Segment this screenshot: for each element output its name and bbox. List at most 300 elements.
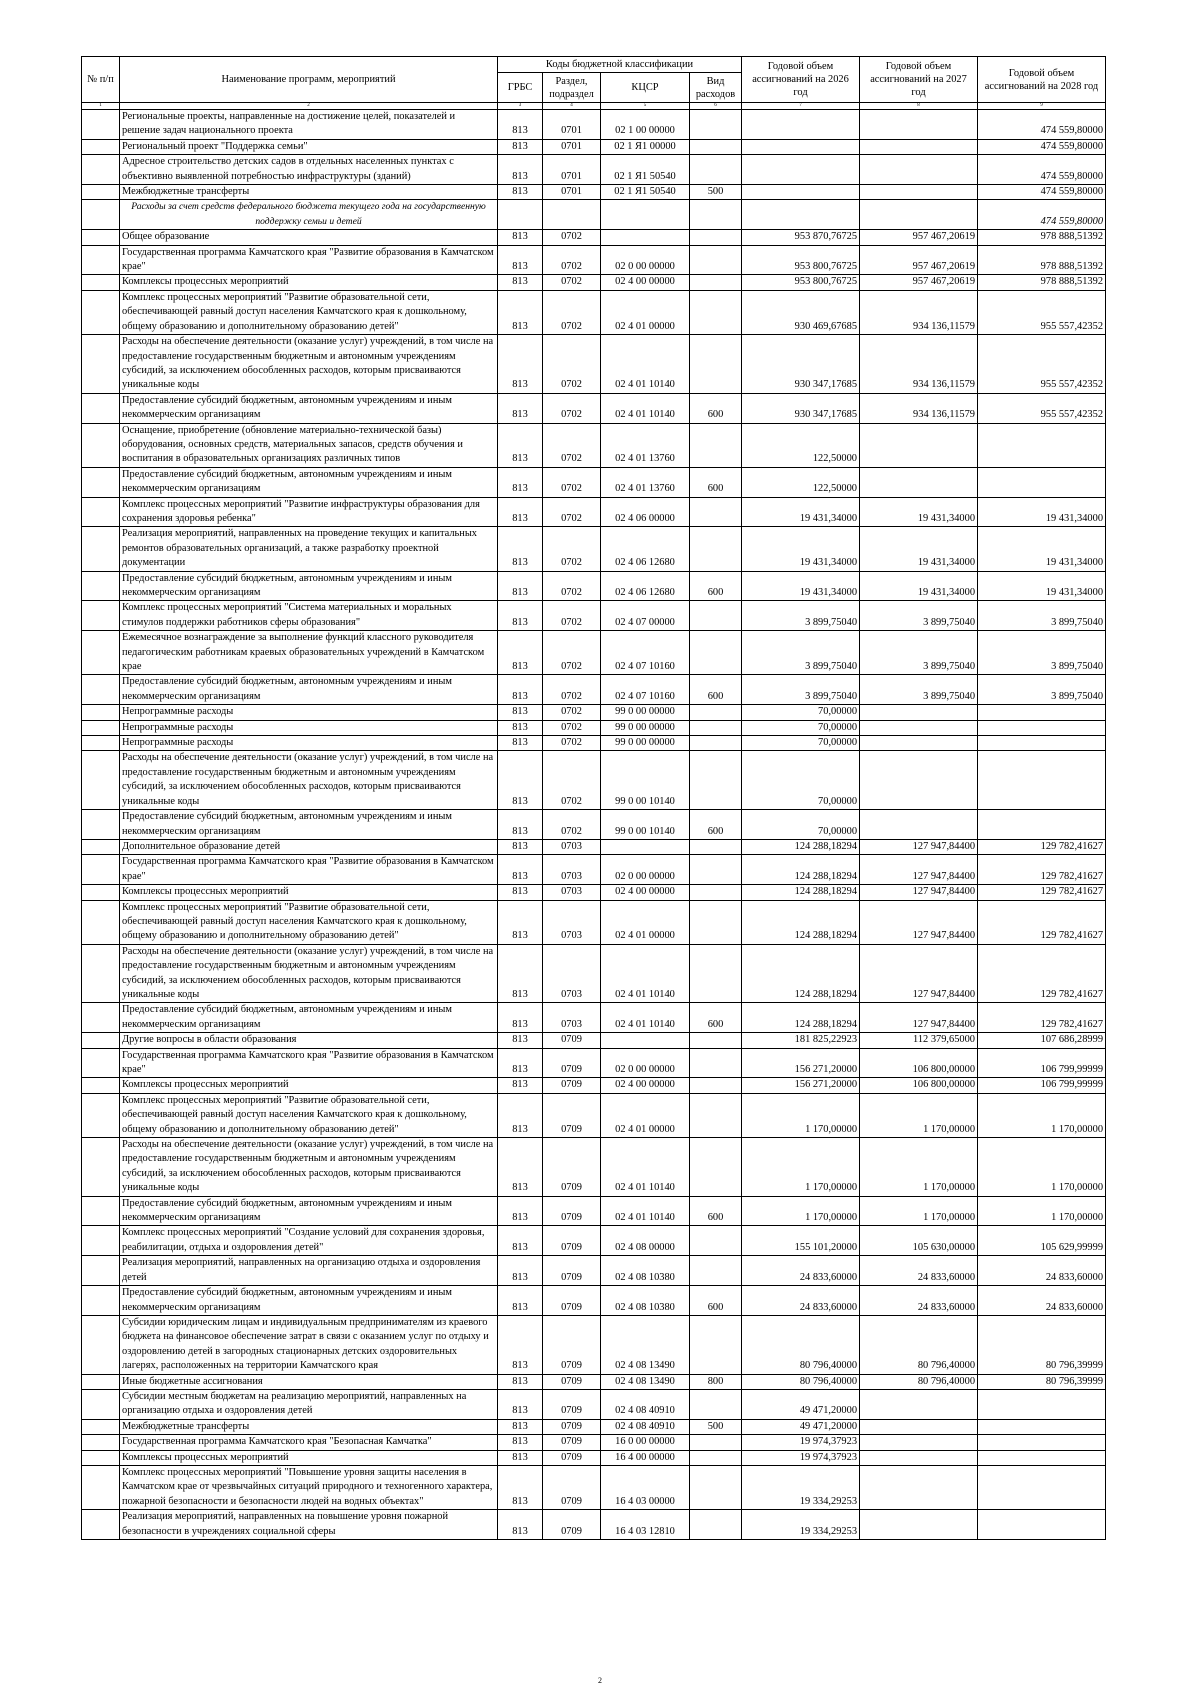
row-amount-2026 (742, 110, 860, 140)
table-row (82, 1033, 1106, 1048)
row-grbs: 813 (498, 571, 543, 601)
row-amount-2028 (978, 751, 1106, 810)
row-amount-2027: 127 947,84400 (860, 855, 978, 885)
row-amount-2026: 19 431,34000 (742, 527, 860, 571)
row-kcsr: 16 4 03 12810 (601, 1510, 690, 1540)
table-row (82, 1196, 1106, 1226)
row-name: Комплексы процессных мероприятий (120, 1078, 498, 1093)
row-razdel (543, 200, 601, 230)
row-amount-2028: 24 833,60000 (978, 1286, 1106, 1316)
row-amount-2026: 3 899,75040 (742, 675, 860, 705)
row-amount-2026: 70,00000 (742, 705, 860, 720)
header-col-kcsr: КЦСР (601, 73, 690, 103)
row-amount-2026: 953 800,76725 (742, 245, 860, 275)
column-index: 9 (978, 103, 1106, 110)
row-grbs: 813 (498, 839, 543, 854)
row-amount-2027: 1 170,00000 (860, 1093, 978, 1137)
table-row (82, 1510, 1106, 1540)
table-row (82, 467, 1106, 497)
column-index-row (82, 103, 1106, 110)
row-vid-rashodov (690, 527, 742, 571)
row-amount-2026: 124 288,18294 (742, 855, 860, 885)
table-row (82, 423, 1106, 467)
row-amount-2028: 1 170,00000 (978, 1196, 1106, 1226)
table-row (82, 705, 1106, 720)
table-row (82, 675, 1106, 705)
row-amount-2028: 978 888,51392 (978, 275, 1106, 290)
row-number (82, 139, 120, 154)
row-vid-rashodov: 800 (690, 1374, 742, 1389)
row-grbs: 813 (498, 275, 543, 290)
row-vid-rashodov (690, 1435, 742, 1450)
row-name: Межбюджетные трансферты (120, 185, 498, 200)
row-name: Предоставление субсидий бюджетным, автономным учреждениям и иным некоммерческим организациям (120, 571, 498, 601)
row-amount-2026: 19 974,37923 (742, 1450, 860, 1465)
row-grbs: 813 (498, 900, 543, 944)
row-name: Комплекс процессных мероприятий "Повышение уровня защиты населения в Камчатском крае от чрезвычайных ситуаций природного и техногенного характера, пожарной безопасности и безопасности людей на водных объектах" (120, 1465, 498, 1509)
row-kcsr: 02 4 00 00000 (601, 275, 690, 290)
row-kcsr: 02 4 08 10380 (601, 1256, 690, 1286)
row-kcsr: 02 4 07 00000 (601, 601, 690, 631)
column-index: 8 (860, 103, 978, 110)
row-amount-2027: 24 833,60000 (860, 1256, 978, 1286)
row-razdel: 0702 (543, 736, 601, 751)
row-amount-2028: 19 431,34000 (978, 571, 1106, 601)
row-amount-2028: 129 782,41627 (978, 944, 1106, 1003)
row-amount-2026: 124 288,18294 (742, 900, 860, 944)
table-row (82, 1465, 1106, 1509)
row-amount-2027 (860, 810, 978, 840)
header-col-name: Наименование программ, мероприятий (120, 57, 498, 103)
row-amount-2026 (742, 155, 860, 185)
row-name: Оснащение, приобретение (обновление материально-технической базы) оборудования, основных средств, материальных запасов, средств обучения и воспитания в образовательных организациях различных типов (120, 423, 498, 467)
row-kcsr: 02 1 Я1 50540 (601, 185, 690, 200)
row-name: Государственная программа Камчатского края "Развитие образования в Камчатском крае" (120, 245, 498, 275)
row-vid-rashodov: 600 (690, 810, 742, 840)
row-amount-2028: 474 559,80000 (978, 200, 1106, 230)
row-razdel: 0702 (543, 245, 601, 275)
row-amount-2028 (978, 1389, 1106, 1419)
row-amount-2026: 19 974,37923 (742, 1435, 860, 1450)
row-amount-2026: 953 800,76725 (742, 275, 860, 290)
row-number (82, 393, 120, 423)
column-index: 6 (690, 103, 742, 110)
row-grbs: 813 (498, 944, 543, 1003)
row-razdel: 0709 (543, 1435, 601, 1450)
row-grbs: 813 (498, 393, 543, 423)
row-razdel: 0701 (543, 110, 601, 140)
row-kcsr: 02 4 07 10160 (601, 675, 690, 705)
row-kcsr: 02 4 06 12680 (601, 527, 690, 571)
row-grbs: 813 (498, 601, 543, 631)
row-vid-rashodov (690, 1033, 742, 1048)
row-grbs: 813 (498, 1033, 543, 1048)
row-number (82, 1256, 120, 1286)
row-kcsr: 02 0 00 00000 (601, 855, 690, 885)
row-amount-2027: 3 899,75040 (860, 675, 978, 705)
row-name: Предоставление субсидий бюджетным, автономным учреждениям и иным некоммерческим организациям (120, 467, 498, 497)
row-name: Государственная программа Камчатского края "Развитие образования в Камчатском крае" (120, 855, 498, 885)
row-razdel: 0703 (543, 885, 601, 900)
row-amount-2028 (978, 810, 1106, 840)
row-amount-2026: 1 170,00000 (742, 1196, 860, 1226)
row-amount-2027: 80 796,40000 (860, 1374, 978, 1389)
row-number (82, 720, 120, 735)
row-kcsr: 02 4 01 10140 (601, 393, 690, 423)
row-amount-2027 (860, 1419, 978, 1434)
table-row (82, 751, 1106, 810)
row-grbs: 813 (498, 751, 543, 810)
row-vid-rashodov: 600 (690, 1003, 742, 1033)
row-razdel: 0703 (543, 855, 601, 885)
row-kcsr: 99 0 00 10140 (601, 810, 690, 840)
row-vid-rashodov (690, 110, 742, 140)
row-vid-rashodov (690, 751, 742, 810)
row-razdel: 0709 (543, 1419, 601, 1434)
table-row (82, 1093, 1106, 1137)
row-amount-2027 (860, 1435, 978, 1450)
row-razdel: 0709 (543, 1315, 601, 1374)
row-name: Комплекс процессных мероприятий "Развитие образовательной сети, обеспечивающей равный доступ населения Камчатского края к дошкольному, общему образованию и дополнительному образованию детей" (120, 900, 498, 944)
row-amount-2028: 3 899,75040 (978, 631, 1106, 675)
row-razdel: 0702 (543, 230, 601, 245)
row-razdel: 0709 (543, 1389, 601, 1419)
row-kcsr: 02 4 08 13490 (601, 1315, 690, 1374)
row-vid-rashodov (690, 200, 742, 230)
row-razdel: 0709 (543, 1033, 601, 1048)
budget-table (81, 56, 1106, 1540)
row-grbs: 813 (498, 527, 543, 571)
row-amount-2028 (978, 1419, 1106, 1434)
row-name: Непрограммные расходы (120, 705, 498, 720)
row-kcsr: 02 4 01 10140 (601, 1003, 690, 1033)
row-amount-2028: 474 559,80000 (978, 110, 1106, 140)
row-number (82, 290, 120, 334)
row-amount-2028: 1 170,00000 (978, 1138, 1106, 1197)
row-name: Комплекс процессных мероприятий "Развитие образовательной сети, обеспечивающей равный доступ населения Камчатского края к дошкольному, общему образованию и дополнительному образованию детей" (120, 1093, 498, 1137)
row-razdel: 0709 (543, 1048, 601, 1078)
table-row (82, 155, 1106, 185)
row-razdel: 0701 (543, 139, 601, 154)
row-number (82, 1419, 120, 1434)
row-amount-2026: 124 288,18294 (742, 839, 860, 854)
row-vid-rashodov (690, 155, 742, 185)
row-grbs: 813 (498, 675, 543, 705)
row-kcsr: 02 4 08 10380 (601, 1286, 690, 1316)
row-vid-rashodov (690, 839, 742, 854)
table-row (82, 631, 1106, 675)
header-col-num: № п/п (82, 57, 120, 103)
row-amount-2026: 70,00000 (742, 736, 860, 751)
row-amount-2026: 24 833,60000 (742, 1286, 860, 1316)
row-number (82, 1435, 120, 1450)
row-name: Государственная программа Камчатского края "Развитие образования в Камчатском крае" (120, 1048, 498, 1078)
row-number (82, 1226, 120, 1256)
row-grbs: 813 (498, 290, 543, 334)
row-grbs: 813 (498, 1286, 543, 1316)
table-row (82, 1419, 1106, 1434)
row-amount-2026: 19 431,34000 (742, 497, 860, 527)
row-name: Предоставление субсидий бюджетным, автономным учреждениям и иным некоммерческим организациям (120, 1286, 498, 1316)
row-kcsr: 02 4 07 10160 (601, 631, 690, 675)
row-vid-rashodov (690, 885, 742, 900)
row-grbs: 813 (498, 1374, 543, 1389)
row-grbs: 813 (498, 467, 543, 497)
row-kcsr: 02 1 00 00000 (601, 110, 690, 140)
row-amount-2028: 24 833,60000 (978, 1256, 1106, 1286)
row-amount-2027: 105 630,00000 (860, 1226, 978, 1256)
header-col-2027: Годовой объем ассигнований на 2027 год (860, 57, 978, 103)
row-razdel: 0702 (543, 720, 601, 735)
row-kcsr: 02 0 00 00000 (601, 245, 690, 275)
row-vid-rashodov (690, 1078, 742, 1093)
row-amount-2027 (860, 1389, 978, 1419)
row-razdel: 0709 (543, 1138, 601, 1197)
row-kcsr: 02 4 01 10140 (601, 944, 690, 1003)
row-amount-2026: 3 899,75040 (742, 601, 860, 631)
row-number (82, 885, 120, 900)
row-grbs: 813 (498, 631, 543, 675)
row-amount-2028: 129 782,41627 (978, 900, 1106, 944)
row-amount-2026: 930 347,17685 (742, 393, 860, 423)
table-row (82, 1256, 1106, 1286)
row-number (82, 185, 120, 200)
row-razdel: 0703 (543, 900, 601, 944)
row-razdel: 0709 (543, 1196, 601, 1226)
row-amount-2026 (742, 185, 860, 200)
row-amount-2028: 80 796,39999 (978, 1315, 1106, 1374)
row-amount-2028: 129 782,41627 (978, 839, 1106, 854)
row-amount-2028: 106 799,99999 (978, 1078, 1106, 1093)
row-name: Непрограммные расходы (120, 736, 498, 751)
row-amount-2026: 19 431,34000 (742, 571, 860, 601)
row-name: Ежемесячное вознаграждение за выполнение функций классного руководителя педагогическим работникам краевых образовательных учреждений в Камчатском крае (120, 631, 498, 675)
row-razdel: 0703 (543, 944, 601, 1003)
row-number (82, 1033, 120, 1048)
row-amount-2026: 1 170,00000 (742, 1093, 860, 1137)
table-row (82, 185, 1106, 200)
row-name: Государственная программа Камчатского края "Безопасная Камчатка" (120, 1435, 498, 1450)
row-kcsr: 02 4 06 00000 (601, 497, 690, 527)
row-number (82, 1048, 120, 1078)
row-amount-2026: 49 471,20000 (742, 1419, 860, 1434)
row-amount-2027: 3 899,75040 (860, 601, 978, 631)
row-number (82, 571, 120, 601)
row-vid-rashodov (690, 230, 742, 245)
row-amount-2027: 127 947,84400 (860, 1003, 978, 1033)
row-amount-2027: 80 796,40000 (860, 1315, 978, 1374)
row-amount-2027 (860, 736, 978, 751)
row-vid-rashodov (690, 1450, 742, 1465)
header-col-grbs: ГРБС (498, 73, 543, 103)
row-number (82, 467, 120, 497)
row-vid-rashodov (690, 1510, 742, 1540)
row-number (82, 155, 120, 185)
row-amount-2028: 978 888,51392 (978, 230, 1106, 245)
row-razdel: 0702 (543, 631, 601, 675)
row-amount-2027 (860, 200, 978, 230)
row-name: Иные бюджетные ассигнования (120, 1374, 498, 1389)
row-razdel: 0702 (543, 290, 601, 334)
row-kcsr: 16 4 03 00000 (601, 1465, 690, 1509)
row-razdel: 0701 (543, 185, 601, 200)
row-amount-2028: 106 799,99999 (978, 1048, 1106, 1078)
row-amount-2028: 1 170,00000 (978, 1093, 1106, 1137)
row-razdel: 0709 (543, 1093, 601, 1137)
row-number (82, 810, 120, 840)
row-name: Адресное строительство детских садов в отдельных населенных пунктах с объективно выявленной потребностью инфраструктуры (зданий) (120, 155, 498, 185)
row-number (82, 1510, 120, 1540)
row-razdel: 0709 (543, 1256, 601, 1286)
row-name: Расходы на обеспечение деятельности (оказание услуг) учреждений, в том числе на предоставление государственным бюджетным и автономным учреждениям субсидий, за исключением обособленных расходов, которым присваиваются уникальные коды (120, 1138, 498, 1197)
table-row (82, 290, 1106, 334)
row-amount-2026: 181 825,22923 (742, 1033, 860, 1048)
row-vid-rashodov (690, 720, 742, 735)
table-row (82, 200, 1106, 230)
row-amount-2027: 1 170,00000 (860, 1138, 978, 1197)
column-index: 4 (543, 103, 601, 110)
row-grbs: 813 (498, 1510, 543, 1540)
row-grbs: 813 (498, 423, 543, 467)
row-amount-2027: 106 800,00000 (860, 1078, 978, 1093)
row-amount-2028: 129 782,41627 (978, 1003, 1106, 1033)
table-row (82, 1286, 1106, 1316)
row-number (82, 1078, 120, 1093)
row-vid-rashodov (690, 900, 742, 944)
row-amount-2027: 1 170,00000 (860, 1196, 978, 1226)
row-amount-2027: 112 379,65000 (860, 1033, 978, 1048)
row-kcsr: 99 0 00 10140 (601, 751, 690, 810)
row-grbs: 813 (498, 1315, 543, 1374)
column-index: 7 (742, 103, 860, 110)
row-vid-rashodov (690, 335, 742, 394)
row-vid-rashodov (690, 855, 742, 885)
row-number (82, 1003, 120, 1033)
table-row (82, 1048, 1106, 1078)
row-amount-2028 (978, 705, 1106, 720)
row-kcsr: 02 4 01 10140 (601, 335, 690, 394)
row-amount-2028: 129 782,41627 (978, 855, 1106, 885)
row-name: Непрограммные расходы (120, 720, 498, 735)
row-vid-rashodov (690, 1226, 742, 1256)
row-amount-2027: 19 431,34000 (860, 497, 978, 527)
row-grbs: 813 (498, 1196, 543, 1226)
table-row (82, 139, 1106, 154)
row-amount-2026: 49 471,20000 (742, 1389, 860, 1419)
row-vid-rashodov (690, 631, 742, 675)
row-amount-2026: 124 288,18294 (742, 944, 860, 1003)
row-amount-2028 (978, 467, 1106, 497)
row-amount-2028 (978, 736, 1106, 751)
row-razdel: 0702 (543, 527, 601, 571)
row-kcsr: 02 4 01 00000 (601, 290, 690, 334)
row-grbs: 813 (498, 335, 543, 394)
row-amount-2026: 156 271,20000 (742, 1078, 860, 1093)
row-amount-2028: 955 557,42352 (978, 290, 1106, 334)
row-amount-2028: 19 431,34000 (978, 527, 1106, 571)
row-number (82, 1465, 120, 1509)
row-razdel: 0702 (543, 335, 601, 394)
row-amount-2026: 122,50000 (742, 467, 860, 497)
row-amount-2028: 3 899,75040 (978, 601, 1106, 631)
row-kcsr: 02 4 06 12680 (601, 571, 690, 601)
row-razdel: 0709 (543, 1286, 601, 1316)
row-grbs: 813 (498, 1048, 543, 1078)
row-number (82, 675, 120, 705)
row-kcsr: 02 4 08 00000 (601, 1226, 690, 1256)
row-kcsr: 02 4 01 00000 (601, 1093, 690, 1137)
row-kcsr: 02 4 01 10140 (601, 1196, 690, 1226)
row-grbs: 813 (498, 1465, 543, 1509)
row-kcsr: 02 4 01 10140 (601, 1138, 690, 1197)
row-vid-rashodov: 600 (690, 1286, 742, 1316)
row-amount-2027 (860, 1510, 978, 1540)
row-amount-2028: 474 559,80000 (978, 139, 1106, 154)
row-amount-2027 (860, 720, 978, 735)
row-kcsr: 02 4 01 00000 (601, 900, 690, 944)
row-grbs: 813 (498, 855, 543, 885)
row-grbs (498, 200, 543, 230)
row-grbs: 813 (498, 110, 543, 140)
header-codes-group: Коды бюджетной классификации (498, 57, 742, 73)
table-row (82, 1078, 1106, 1093)
row-amount-2026: 70,00000 (742, 810, 860, 840)
row-amount-2027: 957 467,20619 (860, 230, 978, 245)
row-amount-2027: 127 947,84400 (860, 885, 978, 900)
row-amount-2026: 19 334,29253 (742, 1465, 860, 1509)
row-grbs: 813 (498, 230, 543, 245)
row-kcsr: 02 4 08 40910 (601, 1419, 690, 1434)
row-razdel: 0702 (543, 423, 601, 467)
row-name: Общее образование (120, 230, 498, 245)
row-name: Региональный проект "Поддержка семьи" (120, 139, 498, 154)
row-amount-2028: 955 557,42352 (978, 335, 1106, 394)
row-amount-2027 (860, 423, 978, 467)
table-row (82, 736, 1106, 751)
row-razdel: 0709 (543, 1465, 601, 1509)
row-name: Дополнительное образование детей (120, 839, 498, 854)
row-amount-2026: 155 101,20000 (742, 1226, 860, 1256)
row-number (82, 944, 120, 1003)
row-number (82, 631, 120, 675)
row-razdel: 0709 (543, 1450, 601, 1465)
row-grbs: 813 (498, 885, 543, 900)
row-razdel: 0709 (543, 1078, 601, 1093)
row-grbs: 813 (498, 1138, 543, 1197)
table-row (82, 1450, 1106, 1465)
row-number (82, 1450, 120, 1465)
row-amount-2027 (860, 705, 978, 720)
row-grbs: 813 (498, 245, 543, 275)
row-number (82, 110, 120, 140)
row-kcsr: 02 4 01 13760 (601, 467, 690, 497)
row-number (82, 736, 120, 751)
row-grbs: 813 (498, 1226, 543, 1256)
table-row (82, 1315, 1106, 1374)
row-name: Комплексы процессных мероприятий (120, 1450, 498, 1465)
row-vid-rashodov (690, 1389, 742, 1419)
row-kcsr: 16 4 00 00000 (601, 1450, 690, 1465)
table-row (82, 245, 1106, 275)
row-kcsr: 02 4 00 00000 (601, 885, 690, 900)
row-amount-2027 (860, 155, 978, 185)
table-row (82, 1226, 1106, 1256)
row-grbs: 813 (498, 497, 543, 527)
row-number (82, 423, 120, 467)
row-vid-rashodov (690, 1138, 742, 1197)
row-name: Расходы на обеспечение деятельности (оказание услуг) учреждений, в том числе на предоставление государственным бюджетным и автономным учреждениям субсидий, за исключением обособленных расходов, которым присваиваются уникальные коды (120, 335, 498, 394)
row-amount-2028: 3 899,75040 (978, 675, 1106, 705)
